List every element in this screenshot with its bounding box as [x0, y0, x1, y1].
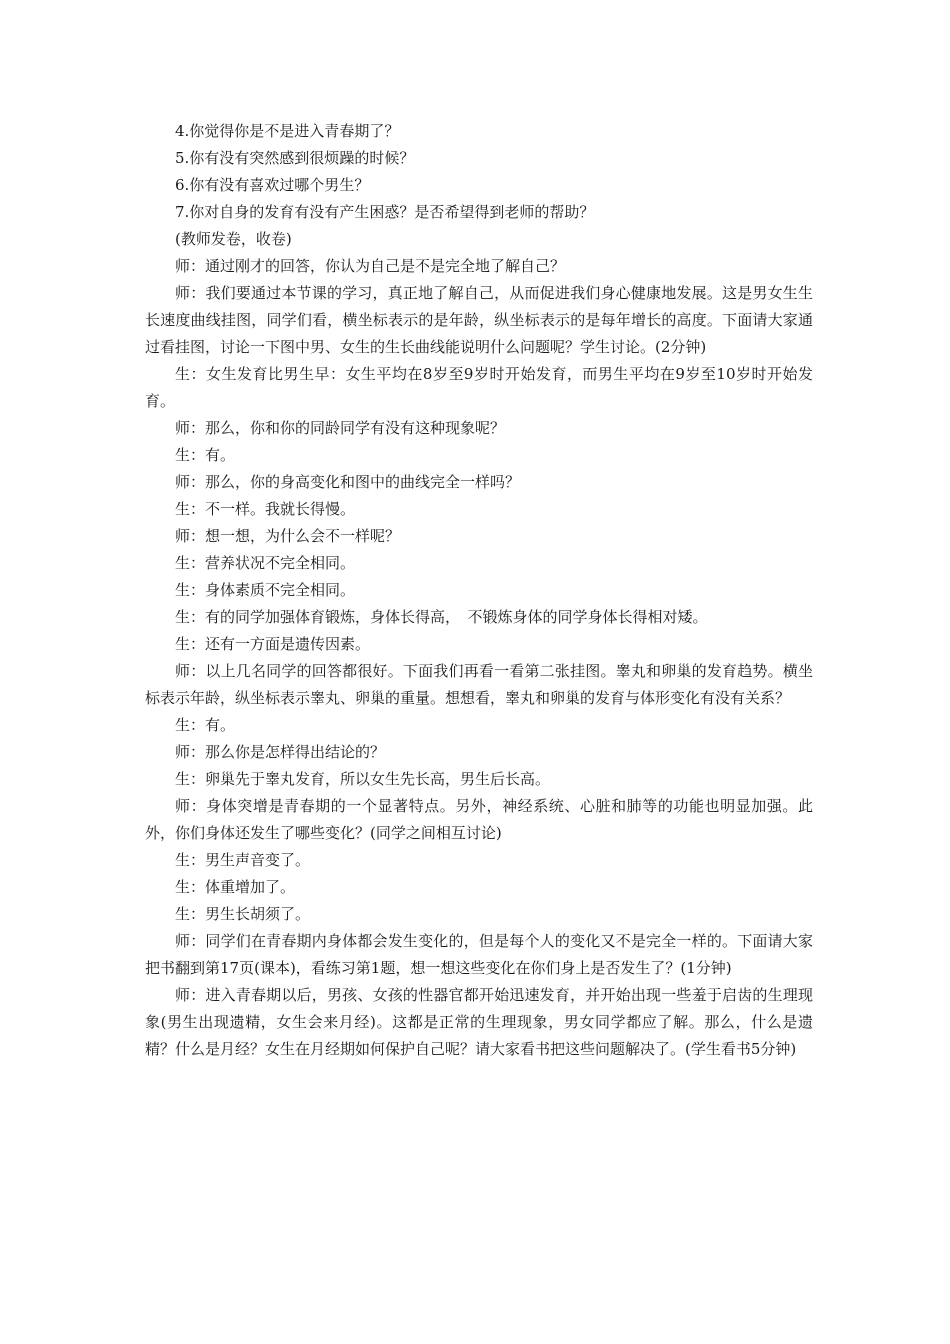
dialogue-paragraph: 师：进入青春期以后，男孩、女孩的性器官都开始迅速发育，并开始出现一些羞于启齿的生理现象(男生出现遗精，女生会来月经)。这都是正常的生理现象，男女同学都应了解。那么，什么是遗精？什么是月经？女生在月经期如何保护自己呢？请大家看书把这些问题解决了。(学生看书5分钟)	[145, 986, 813, 1058]
dialogue-paragraph: 师：以上几名同学的回答都很好。下面我们再看一看第二张挂图。睾丸和卵巢的发育趋势。横坐标表示年龄，纵坐标表示睾丸、卵巢的重量。想想看，睾丸和卵巢的发育与体形变化有没有关系？	[145, 662, 813, 707]
question-4: 4.你觉得你是不是进入青春期了？	[175, 122, 400, 140]
question-7: 7.你对自身的发育有没有产生困惑？是否希望得到老师的帮助？	[175, 203, 595, 221]
dialogue-paragraph: 生：还有一方面是遗传因素。	[175, 635, 371, 653]
dialogue-paragraph: 生：有。	[175, 716, 236, 734]
dialogue-paragraph: 师：同学们在青春期内身体都会发生变化的，但是每个人的变化又不是完全一样的。下面请大家把书翻到第17页(课本)，看练习第1题，想一想这些变化在你们身上是否发生了？(1分钟)	[145, 932, 813, 977]
dialogue-paragraph: 师：想一想，为什么会不一样呢？	[175, 527, 401, 545]
dialogue-paragraph: 师：我们要通过本节课的学习，真正地了解自己，从而促进我们身心健康地发展。这是男女生生长速度曲线挂图，同学们看，横坐标表示的是年龄，纵坐标表示的是每年增长的高度。下面请大家通过看挂图，讨论一下图中男、女生的生长曲线能说明什么问题呢？学生讨论。(2分钟)	[145, 284, 813, 356]
stage-note: (教师发卷，收卷)	[175, 230, 292, 248]
dialogue-paragraph: 生：女生发育比男生早：女生平均在8岁至9岁时开始发育，而男生平均在9岁至10岁时开始发育。	[145, 365, 813, 410]
question-5: 5.你有没有突然感到很烦躁的时候？	[175, 149, 415, 167]
dialogue-paragraph: 生：有。	[175, 446, 236, 464]
dialogue-paragraph: 生：体重增加了。	[175, 878, 296, 896]
dialogue-paragraph: 生：有的同学加强体育锻炼，身体长得高， 不锻炼身体的同学身体长得相对矮。	[175, 608, 708, 626]
dialogue-paragraph: 生：男生长胡须了。	[175, 905, 311, 923]
document-page	[145, 118, 813, 1063]
dialogue-paragraph: 师：那么，你的身高变化和图中的曲线完全一样吗？	[175, 473, 521, 491]
dialogue-paragraph: 师：那么，你和你的同龄同学有没有这种现象呢？	[175, 419, 506, 437]
dialogue-paragraph: 师：身体突增是青春期的一个显著特点。另外，神经系统、心脏和肺等的功能也明显加强。此外，你们身体还发生了哪些变化？(同学之间相互讨论)	[145, 797, 813, 842]
dialogue-paragraph: 生：营养状况不完全相同。	[175, 554, 356, 572]
dialogue-paragraph: 师：那么你是怎样得出结论的？	[175, 743, 386, 761]
dialogue-paragraph: 生：卵巢先于睾丸发育，所以女生先长高，男生后长高。	[175, 770, 551, 788]
dialogue-paragraph: 师：通过刚才的回答，你认为自己是不是完全地了解自己？	[175, 257, 566, 275]
dialogue-paragraph: 生：不一样。我就长得慢。	[175, 500, 356, 518]
question-6: 6.你有没有喜欢过哪个男生？	[175, 176, 370, 194]
dialogue-paragraph: 生：男生声音变了。	[175, 851, 311, 869]
dialogue-paragraph: 生：身体素质不完全相同。	[175, 581, 356, 599]
